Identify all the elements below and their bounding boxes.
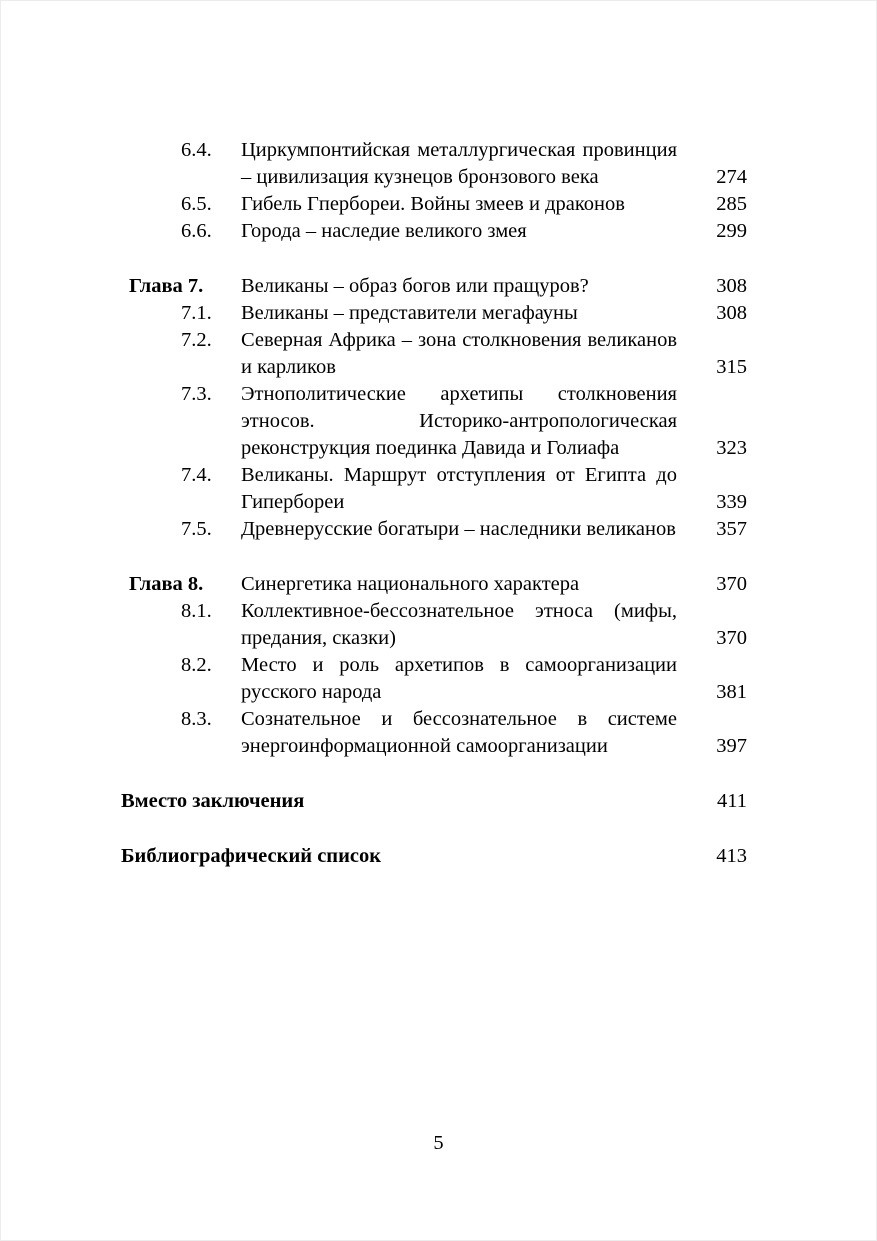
toc-entry — [121, 191, 747, 218]
toc-entry-number: 6.6. — [181, 220, 212, 242]
toc-entry-backmatter — [121, 788, 747, 815]
toc-entry-number: Глава 8. — [129, 573, 204, 595]
toc-entry-page: 274 — [716, 166, 747, 188]
toc-entry-page: 411 — [717, 790, 747, 812]
toc-entry-page: 413 — [716, 845, 747, 867]
toc-entry-number: 6.4. — [181, 139, 212, 161]
toc-entry — [121, 598, 747, 652]
toc-entry-title: Коллективное-бессознательное этноса (мифы, предания, сказки) — [241, 600, 677, 649]
toc-entry — [121, 516, 747, 543]
toc-entry-title: Синергетика национального характера — [241, 573, 580, 595]
table-of-contents — [121, 137, 747, 870]
toc-entry-page: 285 — [716, 193, 747, 215]
toc-entry-number: 6.5. — [181, 193, 212, 215]
toc-entry-number: 7.3. — [181, 383, 212, 405]
toc-entry — [121, 652, 747, 706]
toc-entry-backmatter — [121, 843, 747, 870]
toc-entry-number: 7.1. — [181, 302, 212, 324]
toc-entry — [121, 218, 747, 245]
toc-entry-number: 8.3. — [181, 708, 212, 730]
toc-entry-chapter — [121, 571, 747, 598]
toc-entry-page: 323 — [716, 437, 747, 459]
toc-entry-title: Древнерусские богатыри – наследники великанов — [241, 518, 676, 540]
toc-entry — [121, 300, 747, 327]
toc-entry-title: Северная Африка – зона столкновения великанов и карликов — [241, 329, 677, 378]
toc-entry-number: Глава 7. — [129, 275, 204, 297]
toc-entry-title: Этнополитические архетипы столкновения этносов. Историко-антропологическая реконструкция поединка Давида и Голиафа — [241, 383, 677, 459]
toc-entry-page: 357 — [716, 518, 747, 540]
toc-entry-page: 370 — [716, 573, 747, 595]
toc-entry-page: 315 — [716, 356, 747, 378]
toc-entry-title: Великаны. Маршрут отступления от Египта до Гипербореи — [241, 464, 677, 513]
toc-entry-title: Гибель Гпербореи. Войны змеев и драконов — [241, 193, 625, 215]
toc-entry — [121, 462, 747, 516]
toc-entry-title: Вместо заключения — [121, 790, 305, 812]
toc-entry-page: 308 — [716, 302, 747, 324]
toc-entry-chapter — [121, 273, 747, 300]
toc-entry — [121, 137, 747, 191]
toc-entry-title: Место и роль архетипов в самоорганизации русского народа — [241, 654, 677, 703]
page-number: 5 — [433, 1132, 444, 1154]
toc-entry-number: 8.2. — [181, 654, 212, 676]
toc-entry — [121, 706, 747, 760]
toc-entry-title: Великаны – образ богов или пращуров? — [241, 275, 589, 297]
toc-entry-page: 339 — [716, 491, 747, 513]
toc-entry-number: 7.5. — [181, 518, 212, 540]
toc-entry — [121, 327, 747, 381]
toc-entry-number: 8.1. — [181, 600, 212, 622]
toc-entry-page: 299 — [716, 220, 747, 242]
toc-entry-title: Сознательное и бессознательное в системе энергоинформационной самоорганизации — [241, 708, 677, 757]
toc-entry-title: Циркумпонтийская металлургическая провинция – цивилизация кузнецов бронзового века — [241, 139, 677, 188]
toc-entry-page: 308 — [716, 275, 747, 297]
toc-entry-page: 370 — [716, 627, 747, 649]
toc-entry-title: Города – наследие великого змея — [241, 220, 527, 242]
toc-entry-page: 397 — [716, 735, 747, 757]
toc-entry-page: 381 — [716, 681, 747, 703]
toc-entry-number: 7.4. — [181, 464, 212, 486]
toc-entry — [121, 381, 747, 462]
toc-entry-number: 7.2. — [181, 329, 212, 351]
toc-entry-title: Великаны – представители мегафауны — [241, 302, 578, 324]
toc-entry-title: Библиографический список — [121, 845, 382, 867]
